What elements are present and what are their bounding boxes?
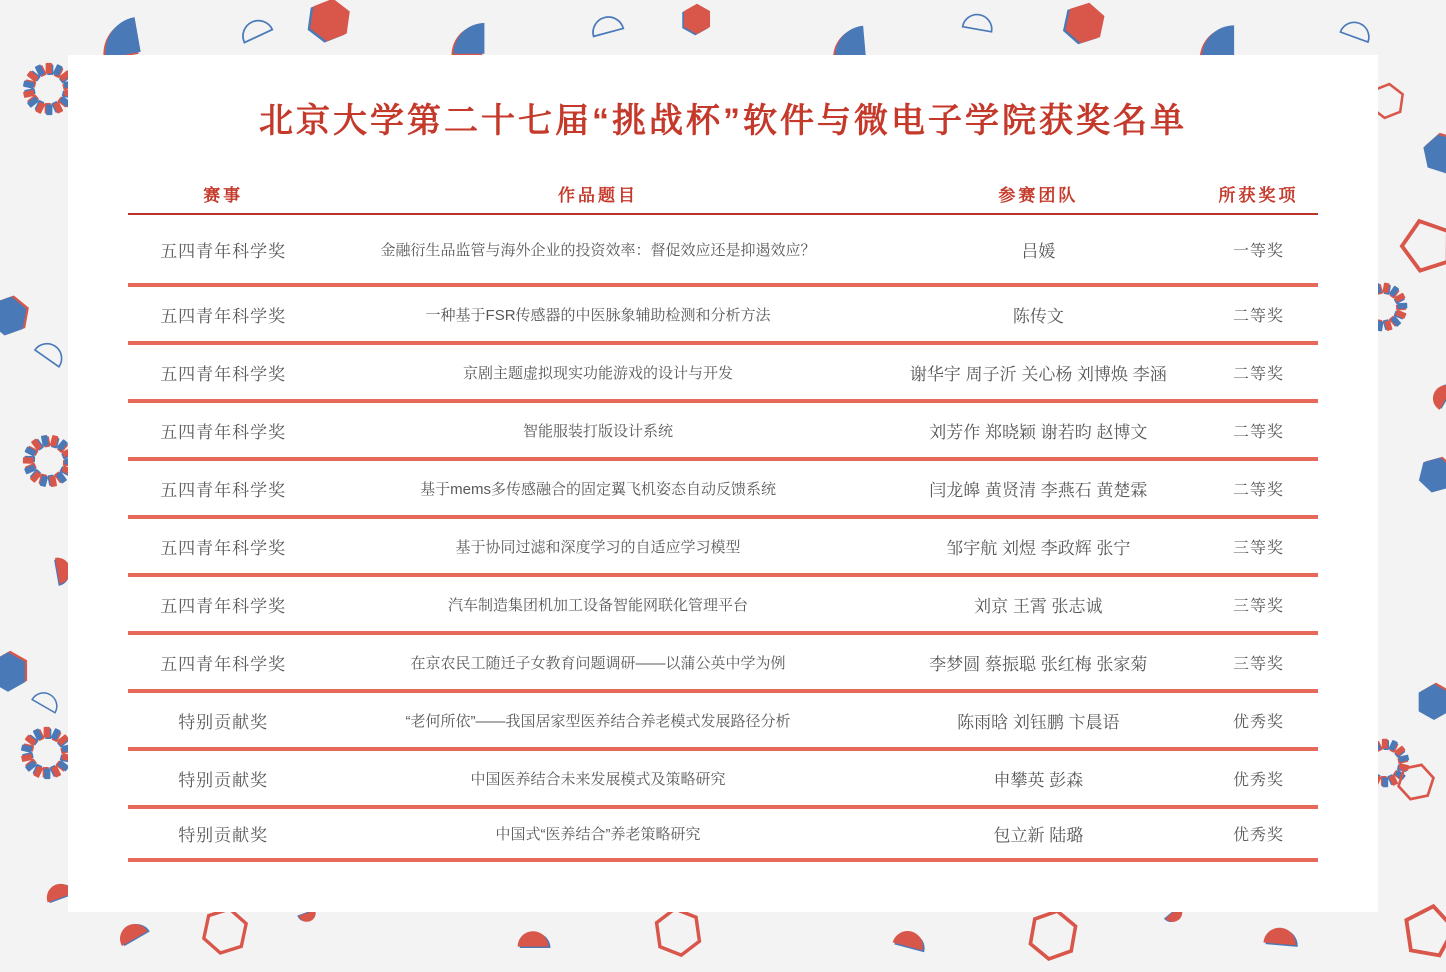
table-row [128,809,1318,862]
deco-half-red-shape [1417,371,1446,420]
competition-cell: 特别贡献奖 [178,712,269,732]
deco-fan-shape [448,16,490,58]
competition-cell: 特别贡献奖 [178,826,269,845]
team-cell: 吕媛 [1021,241,1056,261]
project-title-cell: 汽车制造集团机加工设备智能网联化管理平台 [448,596,749,614]
deco-hex-blue-shape [1412,451,1446,499]
deco-pent-outline-shape [1395,897,1446,964]
project-title-cell: 基于mems多传感融合的固定翼飞机姿态自动反馈系统 [420,480,776,498]
award-cell: 三等奖 [1232,539,1284,557]
team-cell: 刘京 王霄 张志诚 [974,596,1103,616]
table-row [128,577,1318,635]
table-body [128,215,1318,862]
deco-half-red-shape [883,915,934,966]
competition-cell: 特别贡献奖 [178,770,269,790]
header-competition: 赛事 [203,185,244,205]
award-cell: 二等奖 [1232,423,1284,441]
table-row [128,287,1318,345]
team-cell: 李梦圆 蔡振聪 张红梅 张家菊 [929,654,1148,674]
table-row [128,635,1318,693]
award-cell: 优秀奖 [1232,713,1284,731]
header-project-title: 作品题目 [558,185,639,205]
team-cell: 谢华宇 周子沂 关心杨 刘博焕 李涵 [909,364,1167,384]
deco-hex-blue-shape [0,291,33,342]
project-title-cell: 京剧主题虚拟现实功能游戏的设计与开发 [463,364,734,382]
deco-half-outline-shape [228,3,284,59]
team-cell: 闫龙皞 黄贤清 李燕石 黄楚霖 [929,480,1148,500]
team-cell: 申攀英 彭森 [993,770,1084,790]
table-row [128,345,1318,403]
project-title-cell: 在京农民工随迁子女教育问题调研——以蒲公英中学为例 [410,654,786,672]
competition-cell: 五四青年科学奖 [160,306,287,326]
project-title-cell: 金融衍生品监管与海外企业的投资效率：督促效应还是抑遏效应？ [380,241,816,259]
deco-half-outline-shape [955,1,1001,47]
award-cell: 三等奖 [1232,597,1284,615]
project-title-cell: 中国式“医养结合”养老策略研究 [495,826,701,843]
project-title-cell: 一种基于FSR传感器的中医脉象辅助检测和分析方法 [425,306,771,324]
award-cell: 优秀奖 [1232,771,1284,789]
deco-hex-blue-shape [1416,128,1446,180]
deco-half-outline-shape [1330,6,1381,57]
deco-half-red-shape [512,920,554,962]
competition-cell: 五四青年科学奖 [160,241,287,261]
project-title-cell: “老何所依”——我国居家型医养结合养老模式发展路径分析 [405,712,791,730]
award-cell: 二等奖 [1232,365,1284,383]
table-row [128,215,1318,287]
deco-half-outline-shape [581,1,632,52]
award-list-card [68,55,1378,912]
deco-half-red-shape [1256,914,1304,962]
team-cell: 陈雨晗 刘钰鹏 卞晨语 [957,712,1120,732]
award-cell: 优秀奖 [1232,827,1284,844]
team-cell: 包立新 陆璐 [993,826,1084,845]
header-award: 所获奖项 [1218,185,1299,205]
award-cell: 三等奖 [1232,655,1284,673]
deco-half-outline-shape [21,677,70,726]
deco-half-red-shape [105,907,160,962]
team-cell: 邹宇航 刘煜 李政辉 张宁 [946,538,1131,558]
table-row [128,693,1318,751]
competition-cell: 五四青年科学奖 [160,480,287,500]
table-header-row [128,173,1318,215]
project-title-cell: 智能服装打版设计系统 [523,422,674,440]
team-cell: 陈传文 [1012,306,1064,326]
deco-hex-blue-shape [1414,682,1446,722]
table-row [128,461,1318,519]
award-table [128,173,1318,862]
deco-hex-outline-shape [1022,904,1085,967]
project-title-cell: 中国医养结合未来发展模式及策略研究 [470,770,726,788]
table-row [128,751,1318,809]
page-title: 北京大学第二十七届“挑战杯”软件与微电子学院获奖名单 [259,102,1187,140]
deco-hex-red-shape [680,2,714,36]
deco-hex-blue-shape [0,650,30,694]
table-row [128,403,1318,461]
deco-pent-outline-shape [1390,208,1446,281]
competition-cell: 五四青年科学奖 [160,422,287,442]
header-team: 参赛团队 [998,185,1079,205]
competition-cell: 五四青年科学奖 [160,538,287,558]
competition-cell: 五四青年科学奖 [160,364,287,384]
award-cell: 二等奖 [1232,307,1284,325]
deco-hex-red-shape [1058,0,1113,50]
team-cell: 刘芳作 郑晓颖 谢若昀 赵博文 [929,422,1148,442]
competition-cell: 五四青年科学奖 [160,654,287,674]
table-row [128,519,1318,577]
deco-hex-outline-shape [1391,757,1441,807]
competition-cell: 五四青年科学奖 [160,596,287,616]
deco-hex-red-shape [303,0,357,47]
award-cell: 一等奖 [1232,242,1284,260]
project-title-cell: 基于协同过滤和深度学习的自适应学习模型 [455,538,741,556]
award-cell: 二等奖 [1232,481,1284,499]
